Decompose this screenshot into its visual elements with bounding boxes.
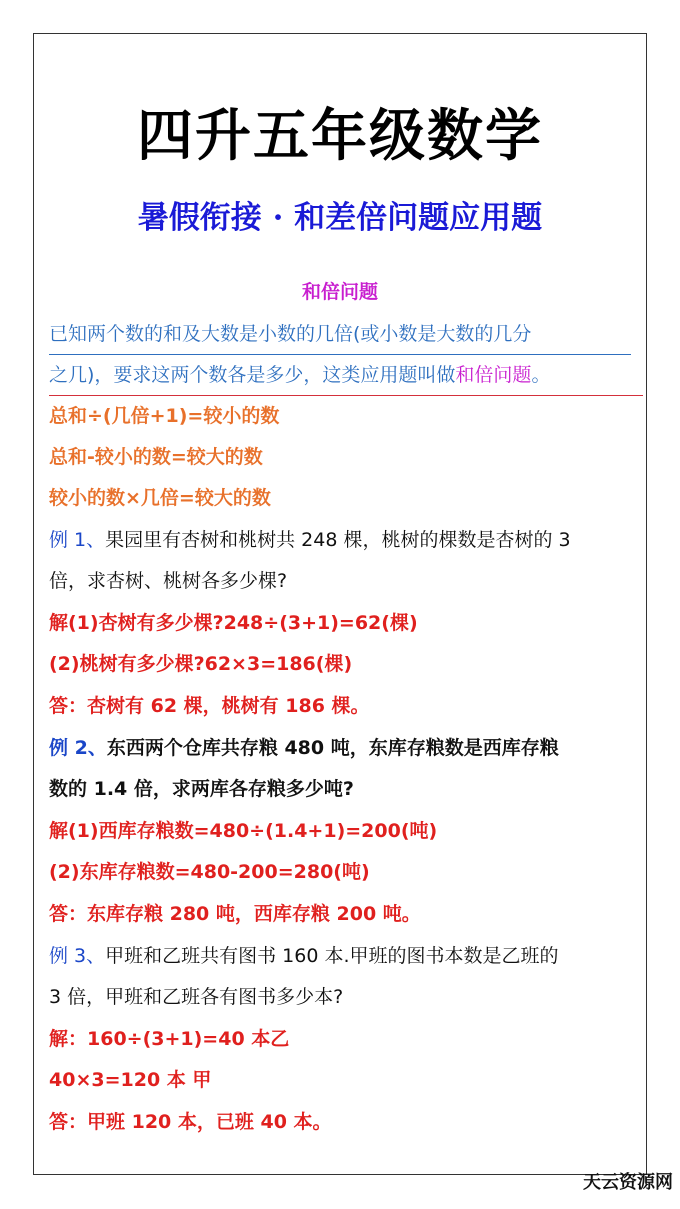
formula-3: 较小的数×几倍=较大的数 [49,487,271,509]
example-3-label: 例 3、 [49,945,106,967]
watermark: 天云资源网 [583,1172,673,1193]
example-3-question-line-2: 3 倍，甲班和乙班各有图书多少本? [49,986,344,1008]
example-2-answer: 答：东库存粮 280 吨，西库存粮 200 吨。 [49,903,421,925]
example-1-question-line-1: 果园里有杏树和桃树共 248 棵，桃树的棵数是杏树的 3 [105,529,571,551]
page-subtitle: 暑假衔接 · 和差倍问题应用题 [137,200,543,236]
example-2-question [49,734,559,762]
example-2-label: 例 2、 [49,737,107,759]
example-3-solution-1: 解：160÷(3+1)=40 本乙 [49,1028,290,1050]
intro-paragraph [49,314,643,396]
example-1-solution-1: 解(1)杏树有多少棵?248÷(3+1)=62(棵) [49,612,418,634]
example-2-solution-1: 解(1)西库存粮数=480÷(1.4+1)=200(吨) [49,820,438,842]
example-1-solution-2: (2)桃树有多少棵?62×3=186(棵) [49,653,353,675]
example-3-question-line-1: 甲班和乙班共有图书 160 本.甲班的图书本数是乙班的 [105,945,559,967]
intro-line-2-end: 。 [531,364,551,386]
example-2-solution-2: (2)东库存粮数=480-200=280(吨) [49,861,370,883]
example-2-question-line-1: 东西两个仓库共存粮 480 吨，东库存粮数是西库存粮 [106,737,559,759]
example-2-question-line-2: 数的 1.4 倍，求两库各存粮多少吨? [49,778,354,800]
example-1-label: 例 1、 [49,529,106,551]
section-title: 和倍问题 [301,281,378,303]
example-3-answer: 答：甲班 120 本，已班 40 本。 [49,1111,332,1133]
example-1-question-line-2: 倍，求杏树、桃树各多少棵? [49,570,288,592]
example-3-solution-2: 40×3=120 本 甲 [49,1069,212,1091]
formula-1: 总和÷(几倍+1)=较小的数 [49,405,280,427]
formula-2: 总和-较小的数=较大的数 [49,446,263,468]
intro-line-2 [49,355,643,396]
intro-line-1: 已知两个数的和及大数是小数的几倍(或小数是大数的几分 [49,314,631,355]
intro-line-2-text: 之几)，要求这两个数各是多少，这类应用题叫做 [49,364,456,386]
page-title: 四升五年级数学 [137,103,543,169]
example-1-question [49,526,571,554]
example-1-answer: 答：杏树有 62 棵，桃树有 186 棵。 [49,695,370,717]
intro-highlight-term: 和倍问题 [455,364,532,386]
example-3-question [49,942,559,970]
